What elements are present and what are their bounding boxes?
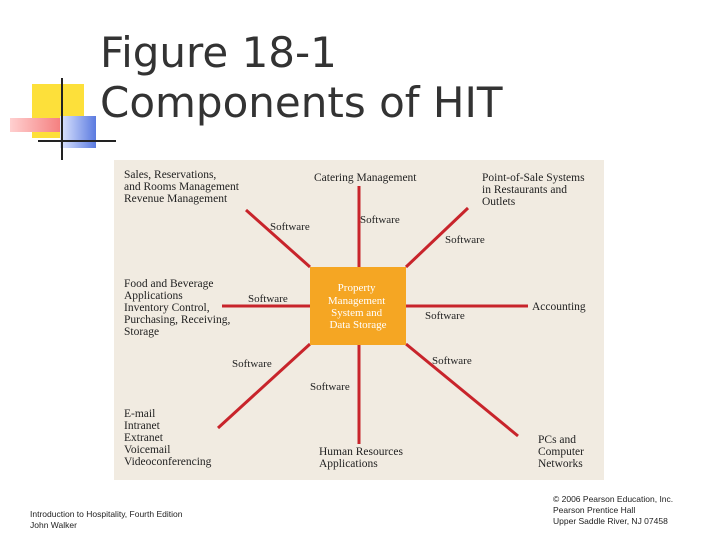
pms-center-line: Management xyxy=(327,295,386,307)
software-label-pcs: Software xyxy=(432,355,472,367)
software-label-catering: Software xyxy=(360,214,400,226)
pms-center-line: Property xyxy=(337,282,376,294)
software-label-food: Software xyxy=(248,293,288,305)
node-line: PCs and xyxy=(538,434,577,446)
node-line: Videoconferencing xyxy=(124,456,212,468)
node-line: Purchasing, Receiving, xyxy=(124,314,231,326)
node-line: E-mail xyxy=(124,408,156,420)
slide-title xyxy=(100,28,503,128)
node-line: and Rooms Management xyxy=(124,181,239,193)
node-line: Revenue Management xyxy=(124,193,228,205)
pms-center-line: System and xyxy=(331,307,383,319)
node-line: Applications xyxy=(124,290,183,302)
footer-line: © 2006 Pearson Education, Inc. xyxy=(553,494,674,504)
node-line: Intranet xyxy=(124,420,160,432)
deco-vertical-line xyxy=(61,78,63,160)
node-line: Outlets xyxy=(482,196,516,208)
node-line: Sales, Reservations, xyxy=(124,169,217,181)
software-label-accounting: Software xyxy=(425,310,465,322)
footer-line: Pearson Prentice Hall xyxy=(553,505,636,515)
deco-horizontal-line xyxy=(38,140,116,142)
footer-line: Introduction to Hospitality, Fourth Edition xyxy=(30,509,183,519)
node-accounting xyxy=(532,301,586,313)
software-label-sales: Software xyxy=(270,221,310,233)
software-label-pos: Software xyxy=(445,234,485,246)
footer-book-info xyxy=(30,509,182,531)
title-line-1: Figure 18-1 xyxy=(100,28,337,77)
node-line: Voicemail xyxy=(124,444,171,456)
software-label-hr: Software xyxy=(310,381,350,393)
node-line: Storage xyxy=(124,326,160,338)
hit-components-diagram xyxy=(114,160,604,480)
node-line: Point-of-Sale Systems xyxy=(482,172,585,184)
node-line: Networks xyxy=(538,458,583,470)
node-line: Food and Beverage xyxy=(124,278,214,290)
software-label-email: Software xyxy=(232,358,272,370)
node-line: Human Resources xyxy=(319,446,403,458)
footer-copyright xyxy=(553,494,673,527)
pms-center-line: Data Storage xyxy=(329,319,387,331)
footer-line: John Walker xyxy=(30,520,77,530)
deco-blue-block xyxy=(60,116,96,148)
node-line: Catering Management xyxy=(314,172,417,184)
footer-line: Upper Saddle River, NJ 07458 xyxy=(553,516,668,526)
title-line-2: Components of HIT xyxy=(100,78,503,127)
node-line: Accounting xyxy=(532,301,586,313)
node-catering-management xyxy=(314,172,417,184)
node-line: in Restaurants and xyxy=(482,184,567,196)
node-line: Extranet xyxy=(124,432,163,444)
node-line: Computer xyxy=(538,446,584,458)
node-line: Applications xyxy=(319,458,378,470)
node-line: Inventory Control, xyxy=(124,302,210,314)
